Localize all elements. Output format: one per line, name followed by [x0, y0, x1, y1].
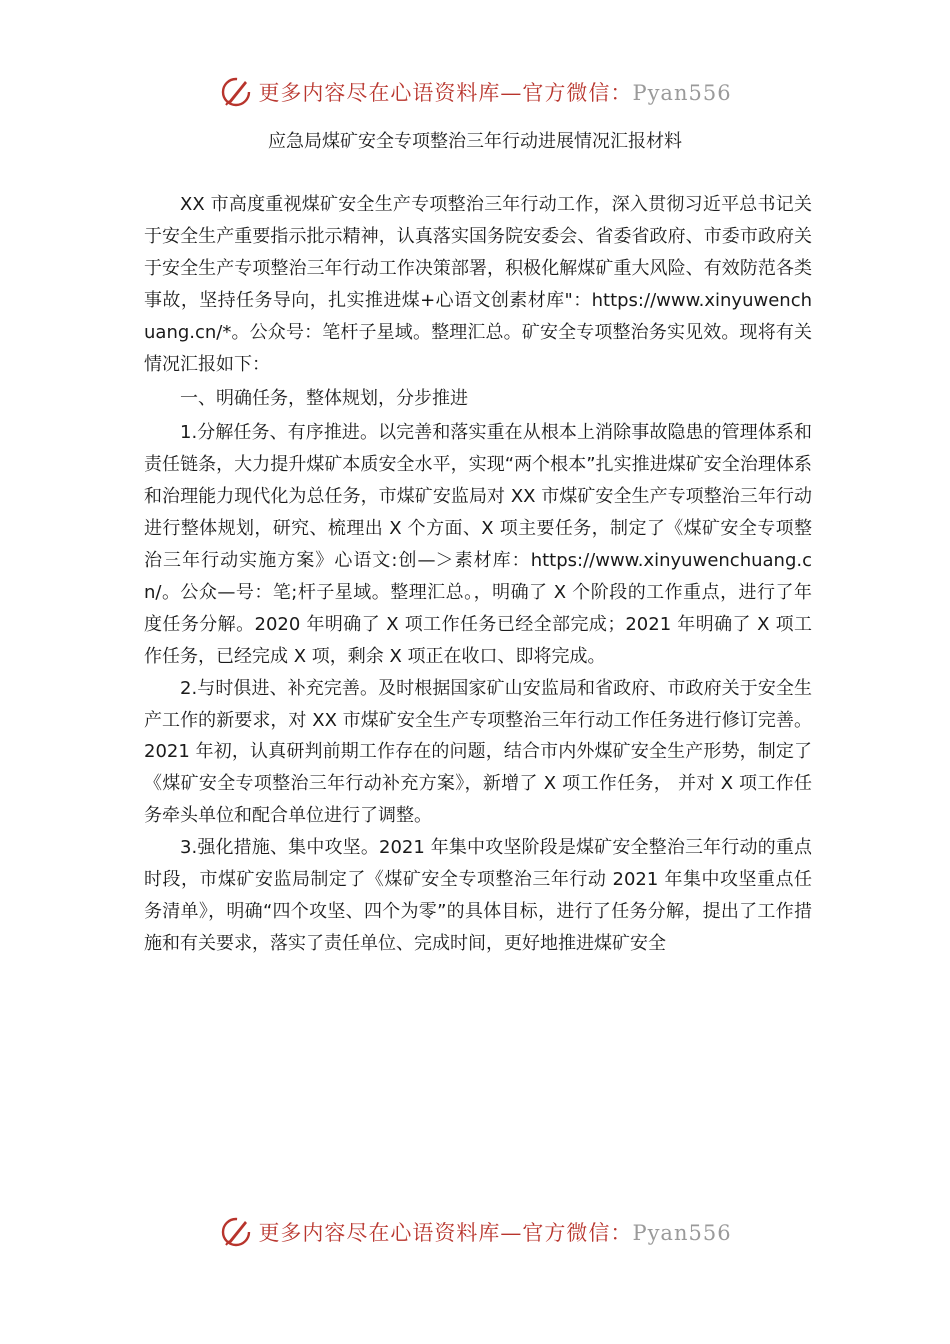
banner-text: 更多内容尽在心语资料库—官方微信：Pyan556	[258, 1221, 732, 1245]
paragraph-intro: XX 市高度重视煤矿安全生产专项整治三年行动工作，深入贯彻习近平总书记关于安全生产重要指示批示精神，认真落实国务院安委会、省委省政府、市委市政府关于安全生产专项整治三年行动工作决策部署，积极化解煤矿重大风险、有效防范各类事故，坚持任务导向，扎实推进煤+心语文创素材库"：https://www.xinyuwenchuang.cn/*。公众号：笔杆子星域。整理汇总。矿安全专项整治务实见效。现将有关情况汇报如下：	[144, 194, 812, 375]
wechat-id: Pyan556	[632, 1221, 732, 1245]
banner-text: 更多内容尽在心语资料库—官方微信：Pyan556	[258, 81, 732, 105]
section-heading: 一、明确任务，整体规划，分步推进	[180, 388, 468, 410]
quill-logo-icon	[218, 74, 254, 110]
footer-banner	[0, 1210, 950, 1254]
wechat-id: Pyan556	[632, 81, 732, 105]
document-body	[144, 189, 812, 960]
quill-logo-icon	[218, 1214, 254, 1250]
header-banner	[0, 70, 950, 114]
paragraph-item-2: 2.与时俱进、补充完善。及时根据国家矿山安监局和省政府、市政府关于安全生产工作的新要求，对 XX 市煤矿安全生产专项整治三年行动工作任务进行修订完善。2021 年初，认真研判前期工作存在的问题，结合市内外煤矿安全生产形势，制定了《煤矿安全专项整治三年行动补充方案》，新增了 X 项工作任务， 并对 X 项工作任务牵头单位和配合单位进行了调整。	[144, 677, 812, 827]
paragraph-item-3: 3.强化措施、集中攻坚。2021 年集中攻坚阶段是煤矿安全整治三年行动的重点时段，市煤矿安监局制定了《煤矿安全专项整治三年行动 2021 年集中攻坚重点任务清单》，明确“四个攻坚、四个为零”的具体目标，进行了任务分解，提出了工作措施和有关要求，落实了责任单位、完成时间，更好地推进煤矿安全	[144, 837, 812, 954]
document-title: 应急局煤矿安全专项整治三年行动进展情况汇报材料	[268, 131, 682, 152]
paragraph-item-1: 1.分解任务、有序推进。以完善和落实重在从根本上消除事故隐患的管理体系和责任链条，大力提升煤矿本质安全水平，实现“两个根本”扎实推进煤矿安全治理体系和治理能力现代化为总任务，市煤矿安监局对 XX 市煤矿安全生产专项整治三年行动进行整体规划，研究、梳理出 X 个方面、X 项主要任务，制定了《煤矿安全专项整治三年行动实施方案》心语文:创—＞素材库：https://www.xinyuwenchuang.cn/。公众—号：笔;杆子星域。整理汇总。，明确了 X 个阶段的工作重点，进行了年度任务分解。2020 年明确了 X 项工作任务已经全部完成；2021 年明确了 X 项工作任务，已经完成 X 项，剩余 X 项正在收口、即将完成。	[144, 422, 812, 667]
